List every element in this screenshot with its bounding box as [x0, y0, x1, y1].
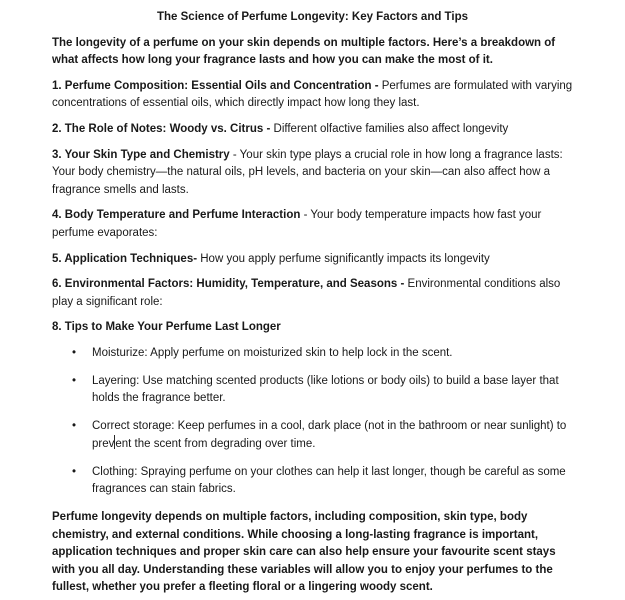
section-2-paragraph: [52, 121, 573, 139]
bullet-icon: •: [72, 374, 77, 387]
section-5-body: How you apply perfume significantly impacts its longevity: [197, 252, 490, 265]
conclusion-paragraph: Perfume longevity depends on multiple factors, including composition, skin type, body chemistry, and external conditions. While choosing a long-lasting fragrance is important, application techniques and proper skin care can also help ensure your favourite scent stays with you all day. Understanding these variables will allow you to enjoy your perfumes to the fullest, whether you prefer a fleeting floral or a lingering woody scent.: [52, 511, 556, 594]
tip-item-correct-storage: [52, 418, 573, 454]
section-2-heading: 2. The Role of Notes: Woody vs. Citrus -: [52, 122, 271, 135]
tip-item-layering: [52, 373, 573, 408]
section-4-body: - Your body temperature impacts how fast your perfume evaporates:: [52, 209, 542, 239]
section-1-heading: 1. Perfume Composition: Essential Oils and Concentration -: [52, 79, 379, 92]
section-5-paragraph: [52, 251, 573, 269]
tip-text: [92, 418, 573, 454]
section-3-paragraph: [52, 147, 573, 200]
section-1-paragraph: [52, 78, 573, 113]
section-6-heading: 6. Environmental Factors: Humidity, Temperature, and Seasons -: [52, 278, 405, 291]
intro-paragraph: The longevity of a perfume on your skin depends on multiple factors. Here’s a breakdown of what affects how long your fragrance lasts and how you can make the most of it.: [52, 36, 556, 67]
tip-text-after-cursor: ent the scent from degrading over time.: [115, 438, 316, 451]
section-1-body: Perfumes are formulated with varying concentrations of essential oils, which directly impact how long they last.: [52, 79, 573, 110]
section-5-heading: 5. Application Techniques-: [52, 252, 198, 265]
section-3-body: - Your skin type plays a crucial role in how long a fragrance lasts: Your body chemistry—the natural oils, pH levels, and bacteria on your skin—can also affect how a fragrance smells and lasts.: [52, 148, 563, 196]
section-6-paragraph: [52, 276, 573, 311]
bullet-icon: •: [72, 419, 77, 432]
tips-list: [52, 345, 573, 499]
tip-item-clothing: [52, 464, 573, 499]
section-4-heading: 4. Body Temperature and Perfume Interaction: [52, 209, 301, 222]
tip-item-moisturize: [52, 345, 573, 363]
tip-text: Layering: Use matching scented products (like lotions or body oils) to build a base layer that holds the fragrance better.: [92, 374, 559, 405]
section-3-heading: 3. Your Skin Type and Chemistry: [52, 148, 230, 161]
section-2-body: Different olfactive families also affect longevity: [270, 122, 509, 135]
document-title: The Science of Perfume Longevity: Key Factors and Tips: [156, 11, 468, 23]
bullet-icon: •: [72, 465, 77, 478]
tip-text: Moisturize: Apply perfume on moisturized skin to help lock in the scent.: [92, 346, 453, 359]
section-6-body: Environmental conditions also play a significant role:: [52, 278, 561, 308]
tip-text: Clothing: Spraying perfume on your clothes can help it last longer, though be careful as some fragrances can stain fabrics.: [92, 465, 566, 496]
tip-text-before-cursor: Correct storage: Keep perfumes in a cool, dark place (not in the bathroom or near sunlight) to prev: [92, 419, 567, 451]
section-4-paragraph: [52, 207, 573, 242]
tips-heading: 8. Tips to Make Your Perfume Last Longer: [52, 321, 281, 334]
bullet-icon: •: [72, 346, 77, 359]
